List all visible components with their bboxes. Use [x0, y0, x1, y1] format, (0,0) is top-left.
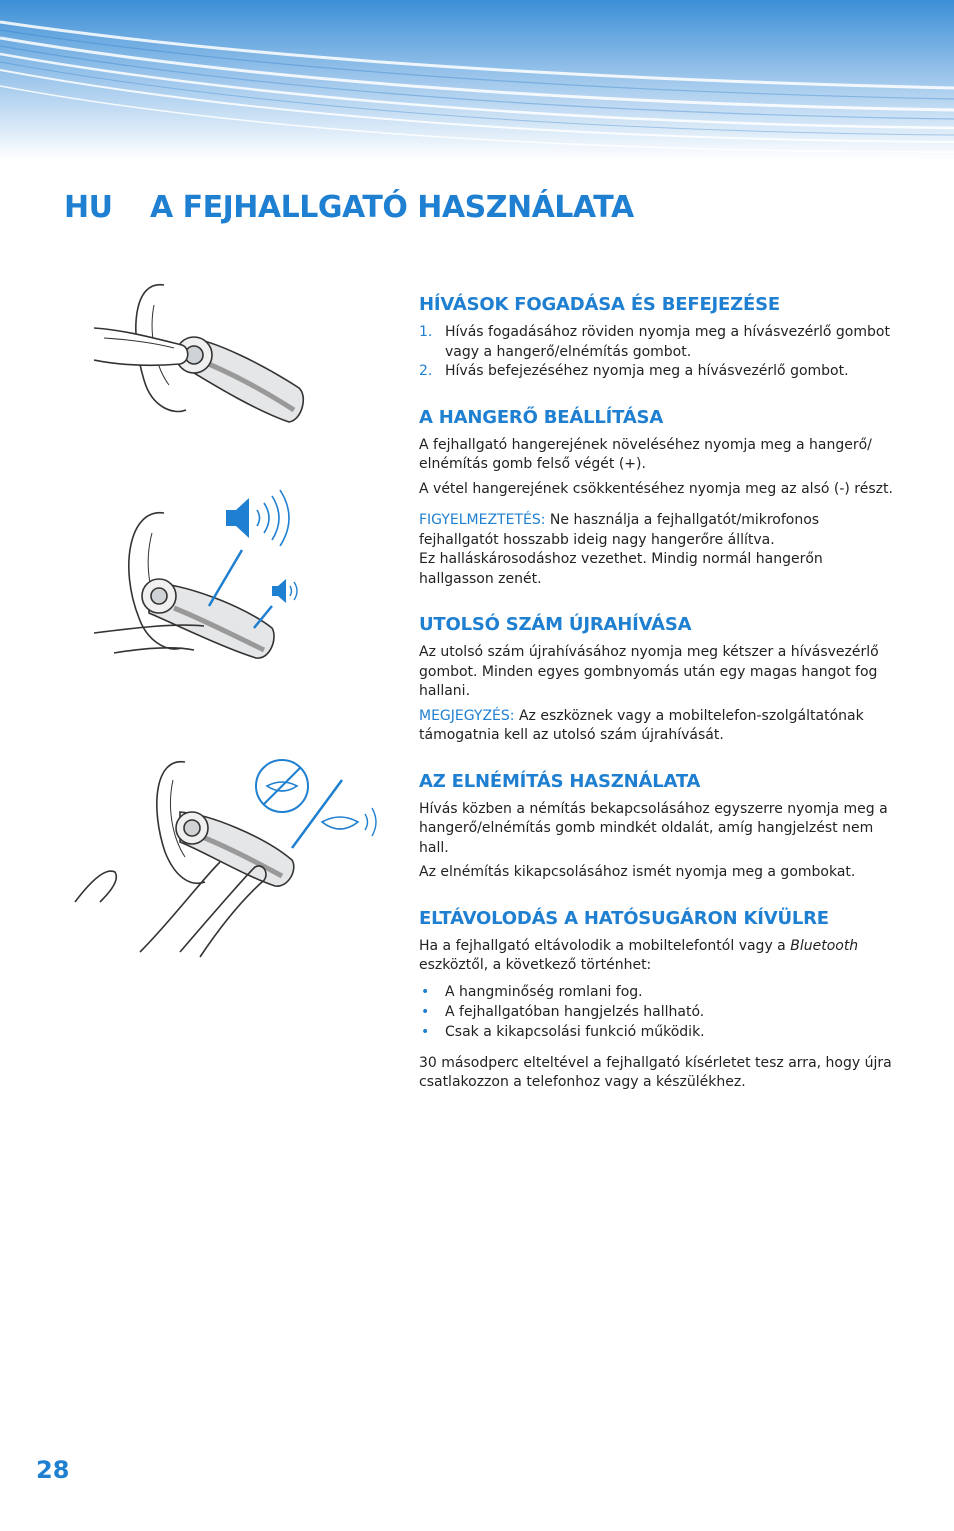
- volume-warning: [419, 511, 899, 550]
- mute-illustration: [70, 752, 390, 962]
- muted-mouth-icon: [256, 760, 308, 812]
- speaking-mouth-icon: [322, 808, 376, 836]
- bullet-text: Csak a kikapcsolási funkció működik.: [445, 1023, 705, 1040]
- section-volume: [419, 407, 899, 590]
- page-title: [64, 190, 634, 225]
- bullet-icon: •: [421, 1023, 430, 1040]
- warning-label: FIGYELMEZTETÉS:: [419, 512, 546, 528]
- list-item: [419, 323, 899, 362]
- instructions-column: [419, 294, 899, 1118]
- section-redial: [419, 614, 899, 746]
- headset-icon: [176, 337, 303, 422]
- list-item: [419, 1022, 899, 1042]
- volume-up-icon: [226, 490, 289, 546]
- section-mute: [419, 771, 899, 883]
- answer-end-call-illustration: [94, 270, 314, 440]
- volume-paragraph-1: A fejhallgató hangerejének növeléséhez nyomja meg a hangerő/ elnémítás gomb felső végét (+).: [419, 436, 872, 472]
- section-title-calls: HÍVÁSOK FOGADÁSA ÉS BEFEJEZÉSE: [419, 294, 780, 315]
- list-item: [419, 1002, 899, 1022]
- warning-text: Ne használja a fejhallgatót/mikrofonos fejhallgatót hosszabb ideig nagy hangerőre állítva.: [419, 512, 820, 548]
- step-text: Hívás fogadásához röviden nyomja meg a hívásvezérlő gombot vagy a hangerő/elnémítás gombot.: [445, 324, 890, 360]
- header-banner: [0, 0, 954, 160]
- headset-icon: [176, 812, 294, 886]
- redial-note: [419, 707, 899, 746]
- section-title-mute: AZ ELNÉMÍTÁS HASZNÁLATA: [419, 770, 701, 792]
- section-title-volume: A HANGERŐ BEÁLLÍTÁSA: [419, 406, 664, 428]
- step-number: 2.: [419, 363, 433, 379]
- range-intro-bluetooth: Bluetooth: [790, 937, 859, 954]
- note-text: Az eszköznek vagy a mobiltelefon-szolgáltatónak támogatnia kell az utolsó szám újrahívását.: [419, 707, 864, 743]
- section-calls: [419, 294, 899, 382]
- range-intro: [419, 937, 899, 976]
- range-outro: 30 másodperc elteltével a fejhallgató kísérletet tesz arra, hogy újra csatlakozzon a telefonhoz vagy a készülékhez.: [419, 1054, 892, 1090]
- finger-icon: [94, 328, 188, 365]
- step-number: 1.: [419, 324, 433, 340]
- list-item: [419, 982, 899, 1002]
- mute-paragraph-1: Hívás közben a némítás bekapcsolásához egyszerre nyomja meg a hangerő/elnémítás gomb mindkét oldalát, amíg hangjelzést nem hall.: [419, 800, 888, 856]
- note-label: MEGJEGYZÉS:: [419, 707, 515, 724]
- bullet-icon: •: [421, 983, 430, 1000]
- range-intro-end: eszköztől, a következő történhet:: [419, 957, 652, 973]
- language-code: HU: [64, 190, 113, 225]
- volume-warning-2: Ez halláskárosodáshoz vezethet. Mindig normál hangerőn hallgasson zenét.: [419, 551, 823, 587]
- list-item: [419, 362, 899, 382]
- page-title-text: A FEJHALLGATÓ HASZNÁLATA: [150, 190, 634, 225]
- range-bullets: [419, 982, 899, 1042]
- bullet-text: A fejhallgatóban hangjelzés hallható.: [445, 1003, 705, 1020]
- volume-adjust-illustration: [94, 488, 314, 668]
- section-title-range: ELTÁVOLODÁS A HATÓSUGÁRON KÍVÜLRE: [419, 907, 829, 929]
- redial-paragraph: Az utolsó szám újrahívásához nyomja meg kétszer a hívásvezérlő gombot. Minden egyes gombnyomás után egy magas hangot fog hallani.: [419, 644, 879, 699]
- section-title-redial: UTOLSÓ SZÁM ÚJRAHÍVÁSA: [419, 614, 692, 635]
- bullet-text: A hangminőség romlani fog.: [445, 983, 643, 1000]
- range-intro-start: Ha a fejhallgató eltávolodik a mobiltelefontól vagy a: [419, 937, 791, 954]
- calls-steps: [419, 323, 899, 382]
- bullet-icon: •: [421, 1003, 430, 1020]
- volume-down-icon: [272, 579, 297, 603]
- step-text: Hívás befejezéséhez nyomja meg a hívásvezérlő gombot.: [445, 363, 849, 379]
- section-range: [419, 908, 899, 1093]
- volume-paragraph-2: A vétel hangerejének csökkentéséhez nyomja meg az alsó (-) részt.: [419, 480, 893, 497]
- hand-icon: [75, 862, 266, 957]
- mute-paragraph-2: Az elnémítás kikapcsolásához ismét nyomja meg a gombokat.: [419, 864, 856, 880]
- page-number: 28: [36, 1456, 70, 1484]
